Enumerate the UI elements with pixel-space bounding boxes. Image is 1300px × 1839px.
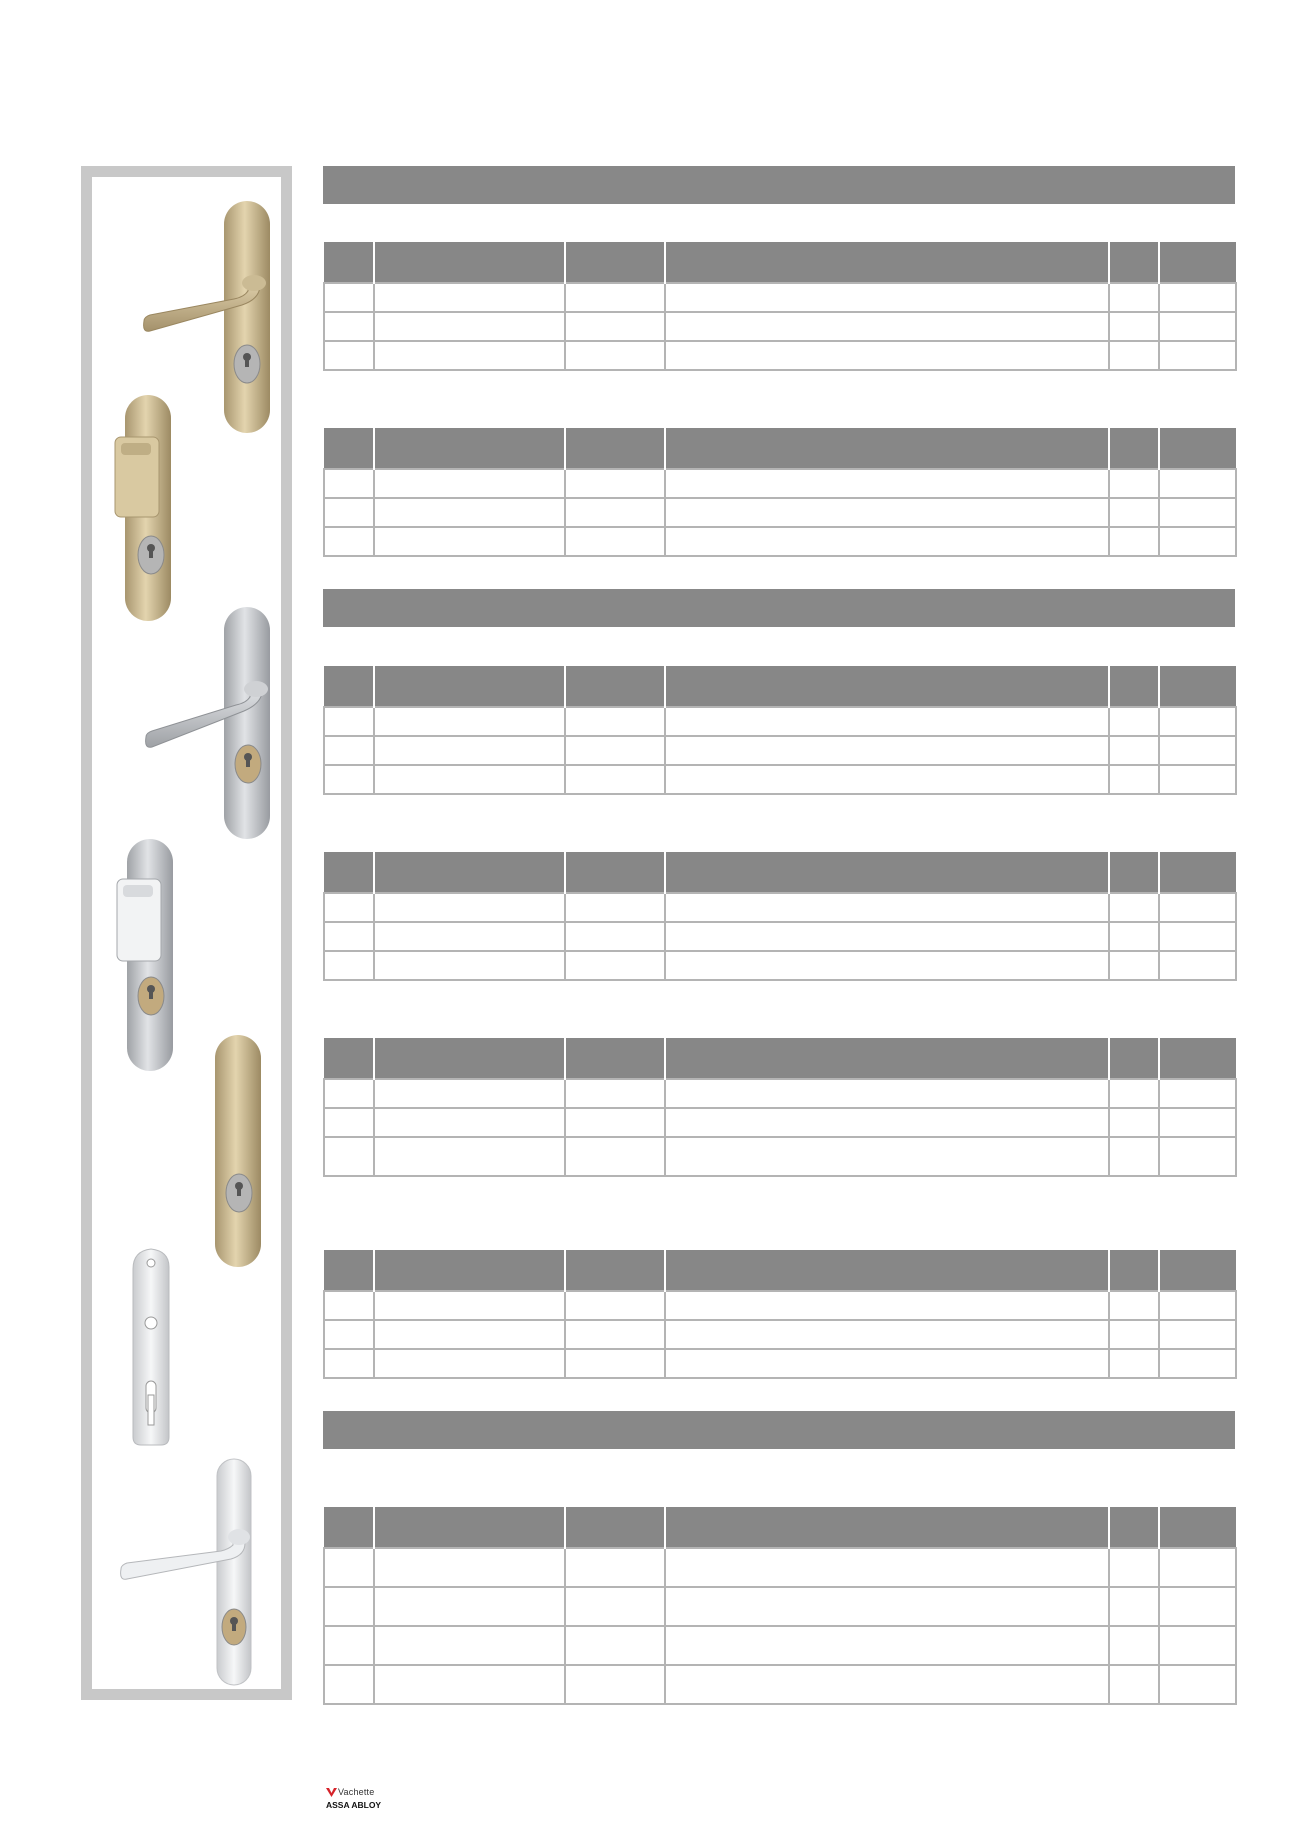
table-row — [324, 312, 1236, 341]
table-header-row — [324, 1038, 1236, 1079]
table-row — [324, 1291, 1236, 1320]
table-row — [324, 1079, 1236, 1108]
table-row — [324, 1587, 1236, 1626]
pull-handle-plate-champagne-image — [115, 395, 175, 625]
table-row — [324, 1626, 1236, 1665]
section-header-banner-3 — [323, 1411, 1235, 1449]
brand-name: Vachette — [338, 1787, 375, 1797]
table-row — [324, 283, 1236, 312]
lever-handle-plate-silver-image — [144, 607, 284, 847]
table-row — [324, 1349, 1236, 1378]
table-row — [324, 765, 1236, 794]
vachette-assa-abloy-logo — [326, 1787, 416, 1827]
section-header-banner-2 — [323, 589, 1235, 627]
table-row — [324, 469, 1236, 498]
table-row — [324, 736, 1236, 765]
table-row — [324, 1548, 1236, 1587]
table-header-row — [324, 1250, 1236, 1291]
spec-table-7 — [323, 1507, 1237, 1705]
table-header-row — [324, 428, 1236, 469]
table-row — [324, 341, 1236, 370]
table-header-row — [324, 666, 1236, 707]
spec-table-5 — [323, 1038, 1237, 1177]
table-row — [324, 1665, 1236, 1704]
lever-handle-plate-white-image — [117, 1459, 277, 1689]
table-row — [324, 951, 1236, 980]
vachette-v-icon — [326, 1787, 337, 1798]
table-row — [324, 1137, 1236, 1176]
table-row — [324, 527, 1236, 556]
cylinder-plate-champagne-image — [213, 1035, 263, 1271]
section-header-banner-1 — [323, 166, 1235, 204]
table-header-row — [324, 1507, 1236, 1548]
table-header-row — [324, 242, 1236, 283]
table-row — [324, 922, 1236, 951]
brand-group: ASSA ABLOY — [326, 1800, 382, 1810]
table-row — [324, 707, 1236, 736]
product-image-panel — [81, 166, 292, 1700]
spec-table-1 — [323, 242, 1237, 371]
table-row — [324, 498, 1236, 527]
table-header-row — [324, 852, 1236, 893]
spec-table-2 — [323, 428, 1237, 557]
table-row — [324, 1108, 1236, 1137]
spec-table-3 — [323, 666, 1237, 795]
table-row — [324, 893, 1236, 922]
pull-handle-plate-silver-image — [117, 839, 177, 1075]
spec-table-4 — [323, 852, 1237, 981]
table-row — [324, 1320, 1236, 1349]
long-backplate-white-image — [129, 1249, 179, 1449]
spec-table-6 — [323, 1250, 1237, 1379]
